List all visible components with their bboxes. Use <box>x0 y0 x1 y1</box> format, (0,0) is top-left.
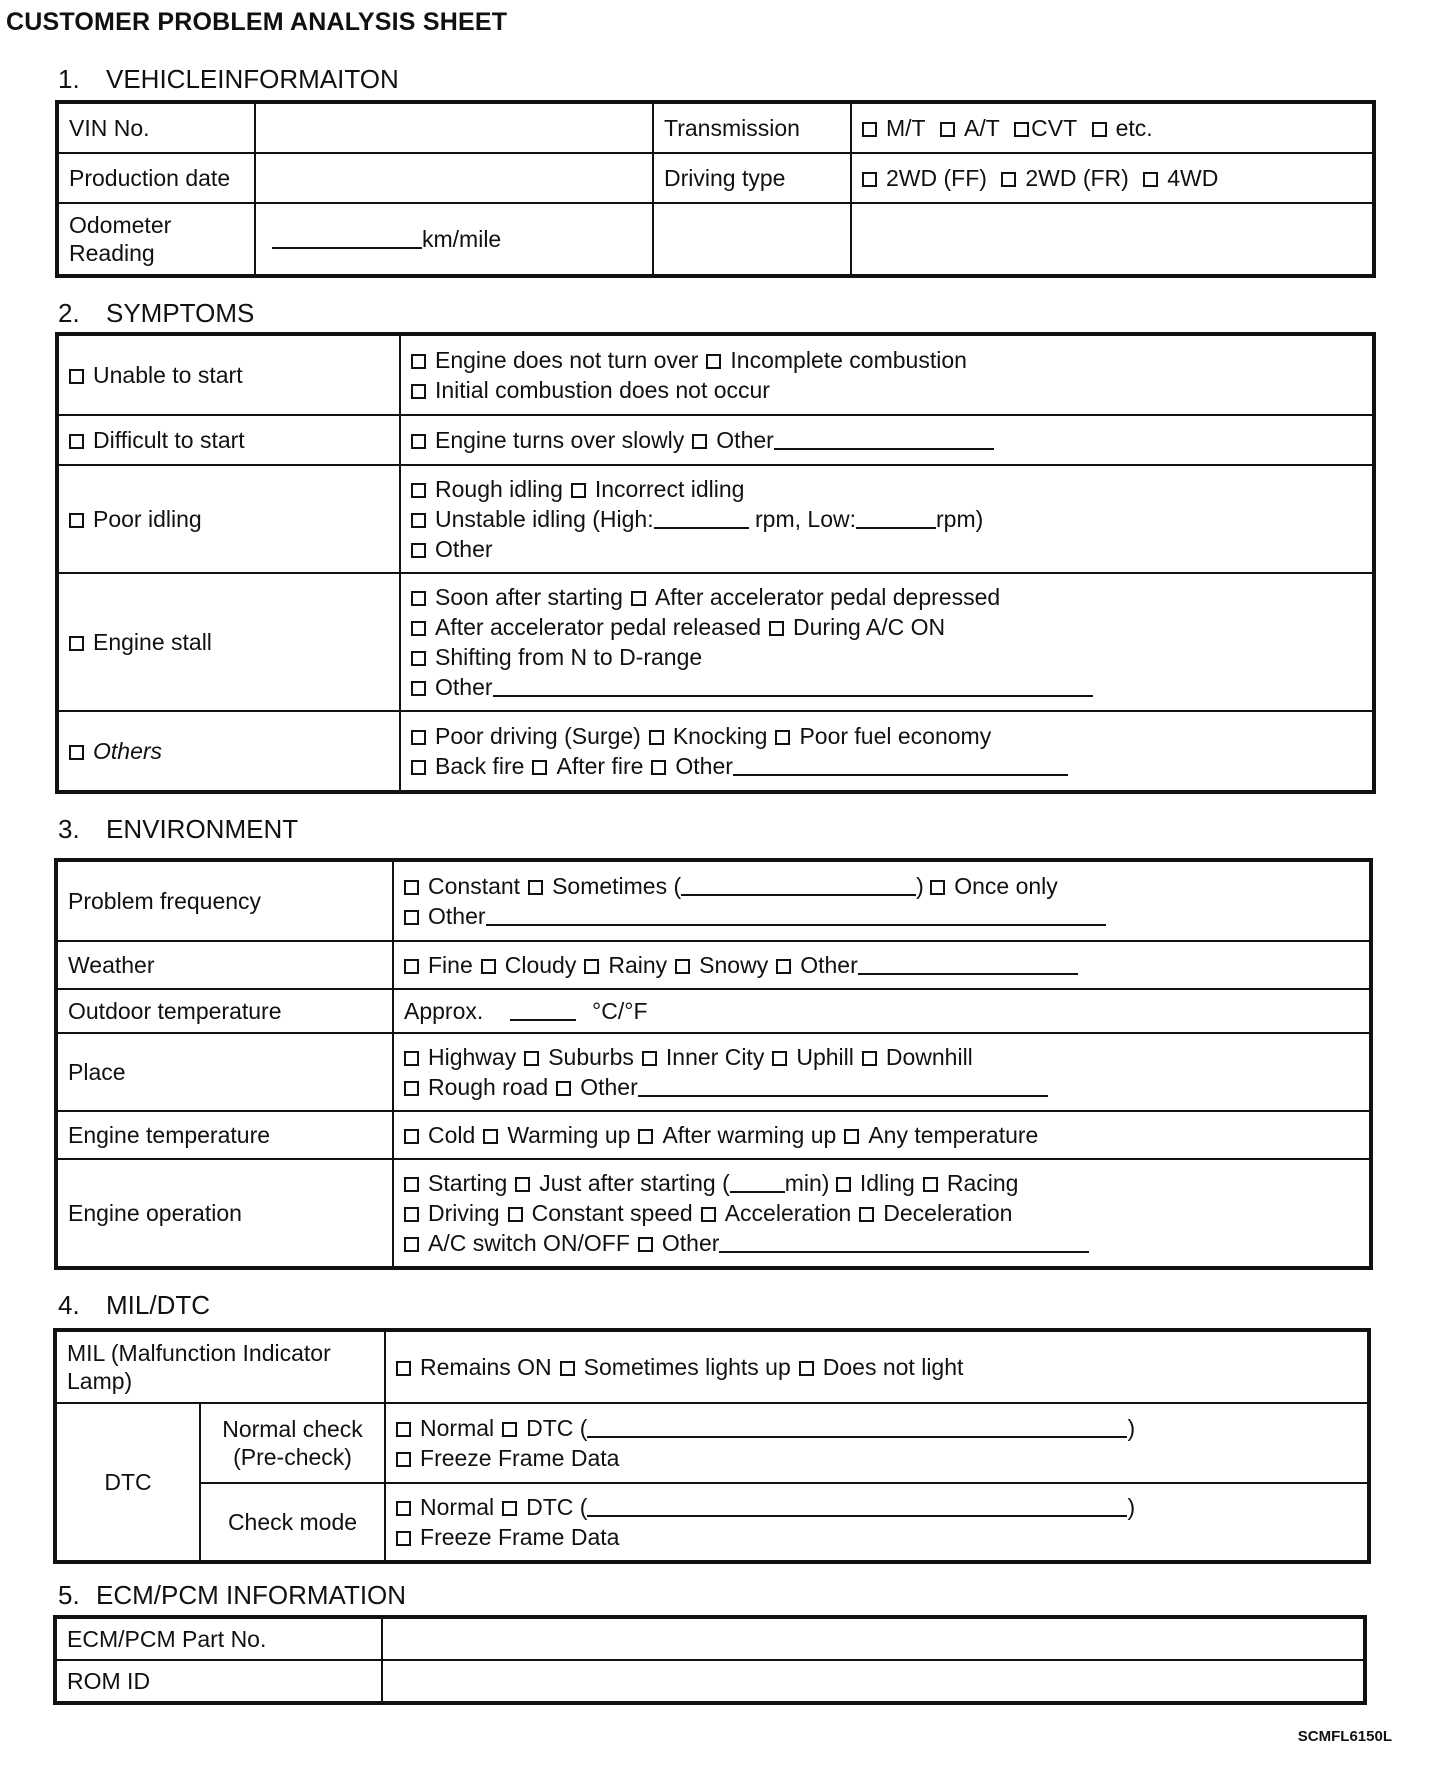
option-label: After accelerator pedal released <box>435 614 762 640</box>
option-label: Rainy <box>608 952 668 978</box>
checkbox-option[interactable] <box>772 1051 787 1066</box>
odometer-blank[interactable] <box>272 229 422 249</box>
symptom-difficult-to-start <box>58 415 400 465</box>
checkbox-poor-idling[interactable] <box>69 513 84 528</box>
vin-field[interactable] <box>255 103 653 153</box>
checkbox-option[interactable] <box>411 651 426 666</box>
option-label: Does not light <box>822 1354 964 1380</box>
checkbox-option[interactable] <box>411 681 426 696</box>
normal-check-line: (Pre-check) <box>233 1444 352 1470</box>
option-label: 2WD (FR) <box>1025 165 1129 191</box>
checkbox-option[interactable] <box>631 591 646 606</box>
checkbox-option[interactable] <box>859 1207 874 1222</box>
option-label: Back fire <box>435 753 525 779</box>
checkbox-option[interactable] <box>481 959 496 974</box>
option-label: After accelerator pedal depressed <box>654 584 1001 610</box>
option-label: Freeze Frame Data <box>420 1524 620 1550</box>
section-heading-mil-dtc <box>58 1290 210 1321</box>
option-label: Remains ON <box>420 1354 552 1380</box>
option-label: Other <box>800 952 858 978</box>
option-label: Other <box>716 427 774 453</box>
section-label: ECM/PCM INFORMATION <box>96 1580 407 1610</box>
symptom-label: Poor idling <box>93 506 202 532</box>
option-label: A/T <box>964 115 1000 141</box>
option-label: DTC ( <box>526 1415 588 1441</box>
section-heading-ecm <box>58 1580 406 1611</box>
symptom-engine-stall <box>58 573 400 711</box>
option-label: Normal <box>420 1494 495 1520</box>
engine-operation-options <box>393 1159 1370 1267</box>
option-label: Incomplete combustion <box>730 347 967 373</box>
checkbox-option[interactable] <box>923 1177 938 1192</box>
option-label: Fine <box>428 952 473 978</box>
checkbox-option[interactable] <box>528 880 543 895</box>
other-blank[interactable] <box>493 677 1093 697</box>
section-heading-environment <box>58 814 298 845</box>
checkbox-option[interactable] <box>862 1051 877 1066</box>
ecm-part-number-label: ECM/PCM Part No. <box>56 1618 382 1660</box>
checkbox-option[interactable] <box>411 591 426 606</box>
normal-check-options <box>385 1403 1368 1483</box>
checkbox-option[interactable] <box>799 1361 814 1376</box>
checkbox-option[interactable] <box>930 880 945 895</box>
checkbox-option[interactable] <box>638 1237 653 1252</box>
driving-type-options <box>851 153 1373 203</box>
mil-label-line: Lamp) <box>67 1368 133 1394</box>
option-label: M/T <box>886 115 926 141</box>
mil-dtc-table <box>55 1330 1369 1562</box>
section-heading-symptoms <box>58 298 254 329</box>
option-label: Incorrect idling <box>594 476 745 502</box>
other-blank[interactable] <box>733 756 1068 776</box>
option-label: Other <box>428 903 486 929</box>
temperature-blank[interactable] <box>510 1001 576 1021</box>
checkbox-option[interactable] <box>502 1501 517 1516</box>
symptom-label: Engine stall <box>93 629 212 655</box>
checkbox-option[interactable] <box>524 1051 539 1066</box>
section-heading-vehicle <box>58 64 399 95</box>
checkbox-option[interactable] <box>638 1129 653 1144</box>
option-label: ) <box>916 873 924 899</box>
ecm-info-table <box>55 1617 1365 1703</box>
option-label: Acceleration <box>724 1200 852 1226</box>
option-label: ) <box>1127 1415 1136 1441</box>
checkbox-option[interactable] <box>411 434 426 449</box>
option-label: min) <box>784 1170 830 1196</box>
symptom-label: Difficult to start <box>93 427 245 453</box>
checkbox-4wd[interactable] <box>1143 172 1158 187</box>
checkbox-option[interactable] <box>404 1177 419 1192</box>
option-label: 2WD (FF) <box>886 165 987 191</box>
symptom-others-options <box>400 711 1373 791</box>
temperature-unit: °C/°F <box>592 998 648 1024</box>
checkbox-option[interactable] <box>532 760 547 775</box>
outdoor-temperature-label: Outdoor temperature <box>57 989 393 1033</box>
option-label: During A/C ON <box>793 614 946 640</box>
symptom-poor-idling <box>58 465 400 573</box>
option-label: After fire <box>556 753 644 779</box>
problem-frequency-label: Problem frequency <box>57 861 393 941</box>
checkbox-option[interactable] <box>692 434 707 449</box>
option-label: Any temperature <box>868 1122 1039 1148</box>
checkbox-option[interactable] <box>411 483 426 498</box>
odometer-label-line: Reading <box>69 240 155 266</box>
option-label: Highway <box>428 1044 517 1070</box>
option-label: Racing <box>946 1170 1019 1196</box>
checkbox-option[interactable] <box>502 1422 517 1437</box>
production-date-label: Production date <box>58 153 255 203</box>
option-label: Poor driving (Surge) <box>435 723 641 749</box>
checkbox-others[interactable] <box>69 745 84 760</box>
place-label: Place <box>57 1033 393 1111</box>
option-label: Just after starting ( <box>539 1170 730 1196</box>
symptom-unable-options <box>400 335 1373 415</box>
checkbox-option[interactable] <box>411 384 426 399</box>
driving-type-label: Driving type <box>653 153 851 203</box>
checkbox-option[interactable] <box>775 730 790 745</box>
engine-operation-label: Engine operation <box>57 1159 393 1267</box>
weather-options <box>393 941 1370 989</box>
option-label: Other <box>661 1230 720 1256</box>
engine-temperature-options <box>393 1111 1370 1159</box>
option-label: Engine turns over slowly <box>435 427 685 453</box>
option-label: Other <box>580 1074 638 1100</box>
option-label: ) <box>1127 1494 1136 1520</box>
mil-label-line: MIL (Malfunction Indicator <box>67 1340 331 1366</box>
option-label: Uphill <box>796 1044 854 1070</box>
option-label: Sometimes ( <box>552 873 682 899</box>
checkbox-at[interactable] <box>940 122 955 137</box>
odometer-label-line: Odometer <box>69 212 172 238</box>
option-label: Initial combustion does not occur <box>435 377 770 403</box>
odometer-field[interactable] <box>255 203 653 275</box>
section-number: 1. <box>58 64 80 94</box>
option-label: A/C switch ON/OFF <box>428 1230 630 1256</box>
option-label: Cold <box>428 1122 476 1148</box>
sometimes-blank[interactable] <box>681 876 916 896</box>
check-mode-label: Check mode <box>200 1483 385 1561</box>
checkbox-option[interactable] <box>556 1081 571 1096</box>
mil-label <box>56 1331 385 1403</box>
checkbox-option[interactable] <box>508 1207 523 1222</box>
option-label: Deceleration <box>883 1200 1013 1226</box>
option-label: Soon after starting <box>435 584 623 610</box>
option-label: CVT <box>1031 115 1078 141</box>
checkbox-option[interactable] <box>776 959 791 974</box>
other-blank[interactable] <box>774 430 994 450</box>
normal-check-label <box>200 1403 385 1483</box>
option-label: Poor fuel economy <box>799 723 992 749</box>
checkbox-option[interactable] <box>701 1207 716 1222</box>
checkbox-option[interactable] <box>404 1081 419 1096</box>
production-date-field[interactable] <box>255 153 653 203</box>
rom-id-field[interactable] <box>382 1660 1364 1702</box>
option-label: Idling <box>859 1170 915 1196</box>
other-blank[interactable] <box>858 955 1078 975</box>
checkbox-option[interactable] <box>404 1207 419 1222</box>
option-label: Rough idling <box>435 476 563 502</box>
checkbox-option[interactable] <box>404 1051 419 1066</box>
section-number: 3. <box>58 814 80 844</box>
option-label: Other <box>435 674 493 700</box>
checkbox-option[interactable] <box>404 959 419 974</box>
option-label: Knocking <box>672 723 768 749</box>
option-label: rpm, Low: <box>755 506 856 532</box>
rpm-high-blank[interactable] <box>654 509 749 529</box>
approx-label: Approx. <box>404 998 484 1024</box>
checkbox-option[interactable] <box>844 1129 859 1144</box>
transmission-label: Transmission <box>653 103 851 153</box>
checkbox-engine-stall[interactable] <box>69 636 84 651</box>
symptom-unable-to-start <box>58 335 400 415</box>
section-label: SYMPTOMS <box>106 298 255 328</box>
option-label: Sometimes lights up <box>583 1354 791 1380</box>
page-title: CUSTOMER PROBLEM ANALYSIS SHEET <box>6 8 508 36</box>
checkbox-option[interactable] <box>769 621 784 636</box>
vin-label: VIN No. <box>58 103 255 153</box>
option-label: Unstable idling (High: <box>435 506 654 532</box>
minutes-blank[interactable] <box>730 1173 785 1193</box>
dtc-code-blank[interactable] <box>587 1497 1127 1517</box>
checkbox-option[interactable] <box>404 910 419 925</box>
checkbox-option[interactable] <box>560 1361 575 1376</box>
checkbox-option[interactable] <box>675 959 690 974</box>
symptom-difficult-options <box>400 415 1373 465</box>
checkbox-2wd-ff[interactable] <box>862 172 877 187</box>
environment-table <box>56 860 1371 1268</box>
option-label: Suburbs <box>548 1044 634 1070</box>
transmission-options <box>851 103 1373 153</box>
option-label: Engine does not turn over <box>435 347 699 373</box>
checkbox-option[interactable] <box>411 513 426 528</box>
option-label: Downhill <box>885 1044 973 1070</box>
empty-cell <box>851 203 1373 275</box>
outdoor-temperature-field <box>393 989 1370 1033</box>
other-blank[interactable] <box>486 906 1106 926</box>
document-code: SCMFL6150L <box>1297 1728 1392 1745</box>
checkbox-mt[interactable] <box>862 122 877 137</box>
checkbox-unable-to-start[interactable] <box>69 369 84 384</box>
checkbox-option[interactable] <box>404 1129 419 1144</box>
option-label: Starting <box>428 1170 508 1196</box>
option-label: 4WD <box>1167 165 1219 191</box>
checkbox-option[interactable] <box>411 760 426 775</box>
checkbox-option[interactable] <box>571 483 586 498</box>
section-number: 4. <box>58 1290 80 1320</box>
checkbox-etc[interactable] <box>1092 122 1107 137</box>
option-label: rpm) <box>936 506 984 532</box>
problem-frequency-options <box>393 861 1370 941</box>
other-blank[interactable] <box>638 1077 1048 1097</box>
symptom-poor-idling-options <box>400 465 1373 573</box>
checkbox-option[interactable] <box>411 354 426 369</box>
section-label: MIL/DTC <box>106 1290 210 1320</box>
section-number: 5. <box>58 1580 80 1610</box>
checkbox-option[interactable] <box>396 1531 411 1546</box>
option-label: Normal <box>420 1415 495 1441</box>
rpm-low-blank[interactable] <box>856 509 936 529</box>
symptom-label: Others <box>93 738 163 764</box>
section-label: VEHICLEINFORMAITON <box>106 64 399 94</box>
checkbox-difficult-to-start[interactable] <box>69 434 84 449</box>
symptom-label: Unable to start <box>93 362 243 388</box>
check-mode-options <box>385 1483 1368 1561</box>
option-label: Rough road <box>428 1074 549 1100</box>
checkbox-option[interactable] <box>651 760 666 775</box>
section-number: 2. <box>58 298 80 328</box>
checkbox-option[interactable] <box>642 1051 657 1066</box>
option-label: Snowy <box>699 952 769 978</box>
option-label: DTC ( <box>526 1494 588 1520</box>
symptom-others <box>58 711 400 791</box>
checkbox-option[interactable] <box>584 959 599 974</box>
option-label: Freeze Frame Data <box>420 1445 620 1471</box>
option-label: Constant <box>428 873 521 899</box>
option-label: etc. <box>1115 115 1153 141</box>
checkbox-cvt[interactable] <box>1014 122 1029 137</box>
checkbox-option[interactable] <box>396 1422 411 1437</box>
option-label: Other <box>435 536 493 562</box>
checkbox-option[interactable] <box>411 621 426 636</box>
option-label: Warming up <box>507 1122 631 1148</box>
checkbox-option[interactable] <box>515 1177 530 1192</box>
engine-temperature-label: Engine temperature <box>57 1111 393 1159</box>
checkbox-option[interactable] <box>649 730 664 745</box>
checkbox-option[interactable] <box>404 1237 419 1252</box>
option-label: Constant speed <box>531 1200 693 1226</box>
option-label: Inner City <box>665 1044 765 1070</box>
checkbox-2wd-fr[interactable] <box>1001 172 1016 187</box>
checkbox-option[interactable] <box>483 1129 498 1144</box>
rom-id-label: ROM ID <box>56 1660 382 1702</box>
option-label: Other <box>675 753 733 779</box>
checkbox-option[interactable] <box>396 1452 411 1467</box>
checkbox-option[interactable] <box>411 730 426 745</box>
ecm-part-number-field[interactable] <box>382 1618 1364 1660</box>
option-label: Cloudy <box>504 952 577 978</box>
section-label: ENVIRONMENT <box>106 814 299 844</box>
odometer-unit: km/mile <box>422 226 502 252</box>
checkbox-option[interactable] <box>411 543 426 558</box>
checkbox-option[interactable] <box>706 354 721 369</box>
place-options <box>393 1033 1370 1111</box>
normal-check-line: Normal check <box>222 1416 363 1442</box>
odometer-label <box>58 203 255 275</box>
weather-label: Weather <box>57 941 393 989</box>
checkbox-option[interactable] <box>396 1501 411 1516</box>
symptom-engine-stall-options <box>400 573 1373 711</box>
mil-options <box>385 1331 1368 1403</box>
option-label: Driving <box>428 1200 500 1226</box>
option-label: Shifting from N to D-range <box>435 644 703 670</box>
checkbox-option[interactable] <box>836 1177 851 1192</box>
dtc-label: DTC <box>56 1403 200 1561</box>
vehicle-info-table <box>57 102 1374 276</box>
option-label: Once only <box>954 873 1058 899</box>
other-blank[interactable] <box>719 1233 1089 1253</box>
option-label: After warming up <box>662 1122 837 1148</box>
checkbox-option[interactable] <box>396 1361 411 1376</box>
checkbox-option[interactable] <box>404 880 419 895</box>
symptoms-table <box>57 334 1374 792</box>
empty-cell <box>653 203 851 275</box>
dtc-code-blank[interactable] <box>587 1418 1127 1438</box>
